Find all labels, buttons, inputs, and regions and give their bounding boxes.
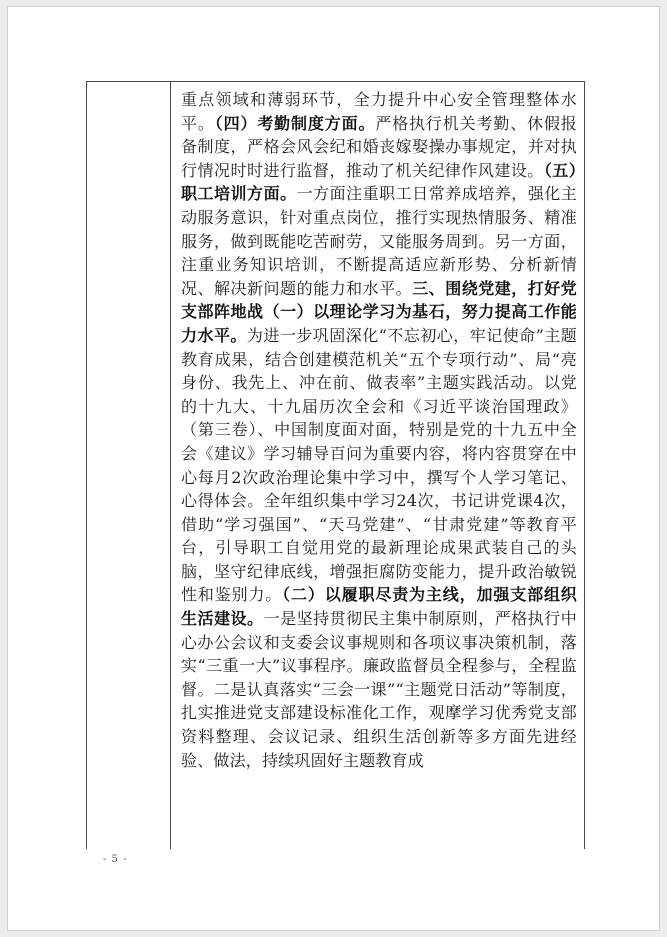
section-heading-party-building: 三、围绕党建，打好党支部阵地战（一）以理论学习为基石，努力提高工作能力水平。 <box>181 278 577 345</box>
text-segment: 重点领域和薄弱环节，全力提升中心安全管理整体水平。 <box>181 90 577 133</box>
section-heading-duty: （二）以履职尽责为主线，加强支部组织生活建设。 <box>181 585 577 629</box>
section-heading-training: （五）职工培训方面。 <box>181 160 577 204</box>
text-segment: 严格执行机关考勤、休假报备制度，严格会风会纪和婚丧嫁娶操办事规定，并对执行情况时时进行监督，推动了机关纪律作风建设。 <box>181 113 578 180</box>
table-cell-content <box>181 88 577 772</box>
text-segment: 一方面注重职工日常养成培养，强化主动服务意识，针对重点岗位，推行实现热情服务、精准服务，做到既能吃苦耐劳，又能服务周到。另一方面，注重业务知识培训，不断提高适应新形势、分析新情况、解决新问题的能力和水平。 <box>181 184 577 298</box>
section-heading-attendance: （四）考勤制度方面。 <box>214 113 376 133</box>
text-segment: 一是坚持贯彻民主集中制原则，严格执行中心办公会议和支委会议事规则和各项议事决策机制，落实“三重一大”议事程序。廉政监督员全程参与，全程监督。二是认真落实“三会一课”“主题党日活动”等制度，扎实推进党支部建设标准化工作，观摩学习优秀党支部资料整理、会议记录、组织生活创新等多方面先进经验、做法，持续巩固好主题教育成 <box>181 609 577 770</box>
page-number: - 5 - <box>103 854 128 865</box>
text-segment: 为进一步巩固深化“不忘初心，牢记使命”主题教育成果，结合创建模范机关“五个专项行动”、局“亮身份、我先上、冲在前、做表率”主题实践活动。以党的十九大、十九届历次全会和《习近平谈治国理政》（第三卷）、中国制度面对面，特别是党的十九五中全会《建议》学习辅导百问为重要内容，将内容贯穿在中心每月2次政治理论集中学习中，撰写个人学习笔记、心得体会。全年组织集中学习24次，书记讲党课4次，借助“学习强国”、“天马党建”、“甘肃党建”等教育平台，引导职工自觉用党的最新理论成果武装自己的头脑，坚守纪律底线，增强拒腐防变能力，提升政治敏锐性和鉴别力。 <box>181 325 577 605</box>
table-column-divider <box>170 81 171 849</box>
